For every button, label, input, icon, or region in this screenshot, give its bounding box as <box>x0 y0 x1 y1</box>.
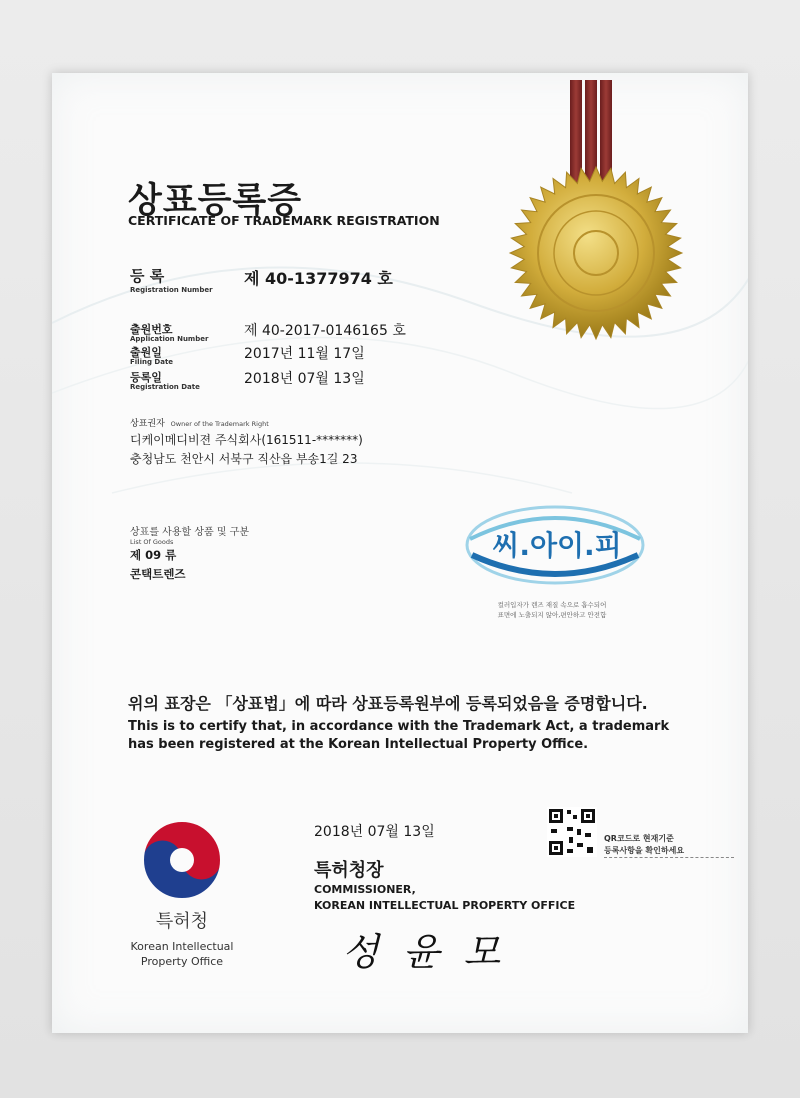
qr-divider <box>604 857 734 858</box>
qr-code[interactable] <box>547 807 597 857</box>
registration-date: 2018년 07월 13일 <box>244 371 365 387</box>
certification-statement-ko: 위의 표장은 「상표법」에 따라 상표등록원부에 등록되었음을 증명합니다. <box>128 694 648 713</box>
registration-number: 제 40-1377974 호 <box>244 269 393 288</box>
owner-label <box>130 416 269 429</box>
commissioner-signature: 성윤모 <box>342 930 525 974</box>
registration-date-label: 등록일 <box>130 371 162 384</box>
commissioner-title-en-1: COMMISSIONER, <box>314 883 416 896</box>
filing-date-label: 출원일 <box>130 346 162 359</box>
issue-date: 2018년 07월 13일 <box>314 824 435 840</box>
gold-seal <box>508 165 684 341</box>
kipo-taegeuk-logo <box>139 817 225 903</box>
filing-date-label-en: Filing Date <box>130 358 174 366</box>
owner-address: 충청남도 천안시 서북구 직산읍 부송1길 23 <box>130 452 358 466</box>
goods-item: 콘택트렌즈 <box>130 567 186 581</box>
owner-label-en: Owner of the Trademark Right <box>170 420 269 428</box>
registration-label: 등 록 <box>130 267 165 285</box>
commissioner-title: 특허청장 <box>314 860 384 881</box>
certificate-paper <box>52 73 748 1033</box>
qr-note-1: QR코드로 현재기준 <box>604 834 674 843</box>
trademark-desc-2: 표면에 노출되지 않아,편안하고 안전함 <box>497 611 607 619</box>
application-label: 출원번호 <box>130 323 173 336</box>
kipo-name-en-2: Property Office <box>140 955 224 968</box>
qr-note-2: 등록사항을 확인하세요 <box>604 846 685 855</box>
certificate-title: 상표등록증 <box>128 181 303 221</box>
goods-class: 제 09 류 <box>130 548 177 562</box>
trademark-mark-text: 씨.아이.피 <box>492 529 622 562</box>
registration-label-en: Registration Number <box>130 286 213 294</box>
certification-statement-en-1: This is to certify that, in accordance with the Trademark Act, a trademark <box>128 719 670 734</box>
kipo-name-en-1: Korean Intellectual <box>130 940 234 953</box>
commissioner-title-en-2: KOREAN INTELLECTUAL PROPERTY OFFICE <box>314 899 576 912</box>
trademark-desc-1: 컬러입자가 렌즈 재질 속으로 흡수되어 <box>497 601 607 609</box>
goods-label: 상표를 사용할 상품 및 구분 <box>130 527 249 538</box>
kipo-name-ko: 특허청 <box>155 911 209 932</box>
owner-label-ko: 상표권자 <box>130 419 165 429</box>
certificate-title-en: CERTIFICATE OF TRADEMARK REGISTRATION <box>128 213 440 228</box>
registration-date-label-en: Registration Date <box>130 383 200 391</box>
application-number: 제 40-2017-0146165 호 <box>244 323 406 339</box>
application-label-en: Application Number <box>130 335 209 343</box>
certification-statement-en-2: has been registered at the Korean Intellectual Property Office. <box>128 737 589 752</box>
filing-date: 2017년 11월 17일 <box>244 346 365 362</box>
goods-label-en: List Of Goods <box>130 538 174 546</box>
owner-name: 디케이메디비젼 주식회사(161511-*******) <box>130 433 363 447</box>
